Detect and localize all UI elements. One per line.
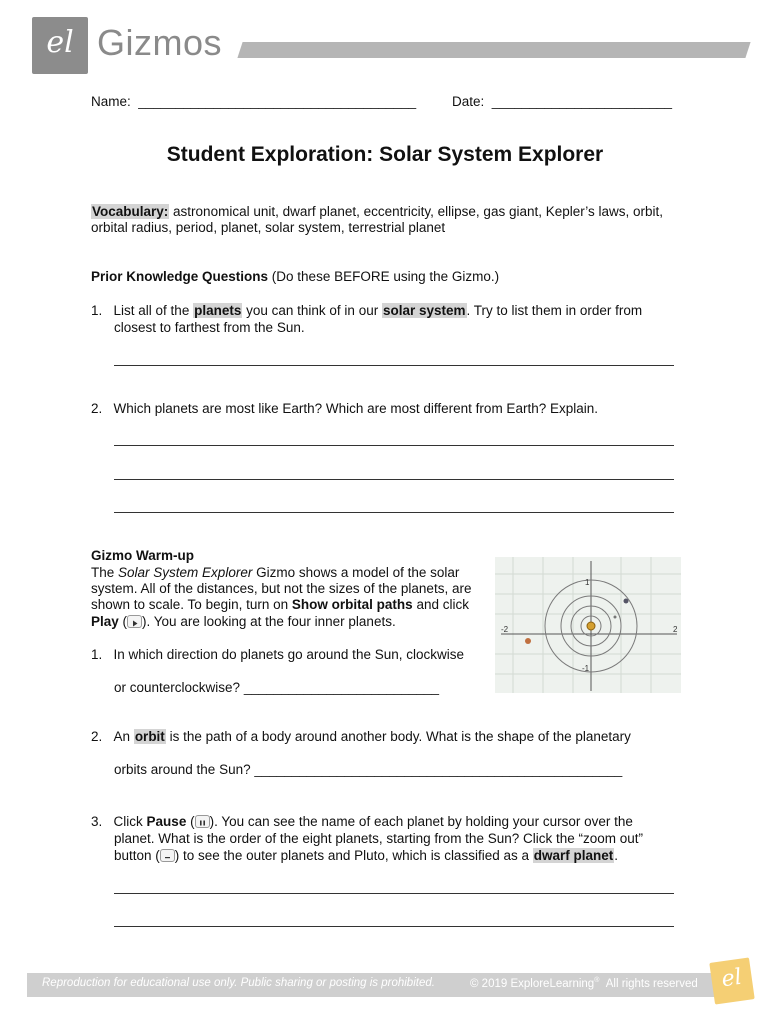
- warmup-question-3: 3. Click Pause ( ). You can see the name of each planet by holding your cursor over the: [91, 814, 633, 829]
- answer-line[interactable]: [114, 445, 674, 446]
- answer-line[interactable]: [114, 893, 674, 894]
- warmup-question-3-line-3: button ( ) to see the outer planets and Pluto, which is classified as a dwarf planet.: [114, 848, 619, 863]
- footer-notice: Reproduction for educational use only. Public sharing or posting is prohibited.: [42, 977, 435, 989]
- graph-tick-label: 1: [585, 578, 590, 587]
- gizmos-logo: el: [32, 17, 88, 74]
- answer-line[interactable]: [114, 926, 674, 927]
- warmup-question-2-line-2: orbits around the Sun? _________________________________________________: [114, 762, 623, 777]
- answer-line[interactable]: [114, 365, 674, 366]
- warmup-text-1: The Solar System Explorer Gizmo shows a model of the solar: [91, 565, 460, 580]
- question-2: 2. Which planets are most like Earth? Which are most different from Earth? Explain.: [91, 401, 598, 416]
- explorelearning-logo: el: [709, 957, 754, 1004]
- prior-knowledge-heading: Prior Knowledge Questions (Do these BEFORE using the Gizmo.): [91, 269, 500, 284]
- warmup-text-4: Play ( ). You are looking at the four inner planets.: [91, 614, 396, 629]
- warmup-text-2: system. All of the distances, but not the sizes of the planets, are: [91, 581, 472, 596]
- zoom-out-icon: [160, 849, 175, 862]
- brand-name: Gizmos: [97, 22, 223, 63]
- graph-tick-label: 2: [673, 625, 678, 634]
- warmup-question-1-line-2: or counterclockwise? __________________________: [114, 680, 440, 695]
- date-field[interactable]: Date: ________________________: [452, 94, 672, 109]
- graph-tick-label: -2: [501, 625, 509, 634]
- play-icon: [127, 615, 142, 628]
- warmup-question-2: 2. An orbit is the path of a body around another body. What is the shape of the planetary: [91, 729, 631, 744]
- solar-system-gizmo-image: [495, 557, 681, 693]
- question-1-line-1: 1. List all of the planets you can think of in our solar system. Try to list them in order from: [91, 303, 643, 318]
- warmup-text-3: shown to scale. To begin, turn on Show orbital paths and click: [91, 597, 469, 612]
- answer-blank[interactable]: __________________________: [243, 680, 440, 695]
- footer-copyright: © 2019 ExploreLearning® All rights reserved: [470, 977, 698, 990]
- pause-icon: [195, 815, 210, 828]
- vocabulary-line-1: Vocabulary: astronomical unit, dwarf planet, eccentricity, ellipse, gas giant, Kepler’s laws, orbit,: [92, 204, 664, 219]
- header-bar: [237, 42, 750, 58]
- vocabulary-line-2: orbital radius, period, planet, solar system, terrestrial planet: [91, 220, 446, 235]
- warmup-heading: Gizmo Warm-up: [91, 548, 194, 563]
- graph-tick-label: -1: [582, 664, 590, 673]
- answer-blank[interactable]: _________________________________________________: [254, 762, 623, 777]
- warmup-question-3-line-2: planet. What is the order of the eight planets, starting from the Sun? Click the “zoom out”: [114, 831, 644, 846]
- page-title: Student Exploration: Solar System Explorer: [166, 143, 604, 166]
- name-field[interactable]: Name: _____________________________________: [91, 94, 417, 109]
- question-1-line-2: closest to farthest from the Sun.: [114, 320, 305, 335]
- answer-line[interactable]: [114, 479, 674, 480]
- warmup-question-1: 1. In which direction do planets go around the Sun, clockwise: [91, 647, 464, 662]
- answer-line[interactable]: [114, 512, 674, 513]
